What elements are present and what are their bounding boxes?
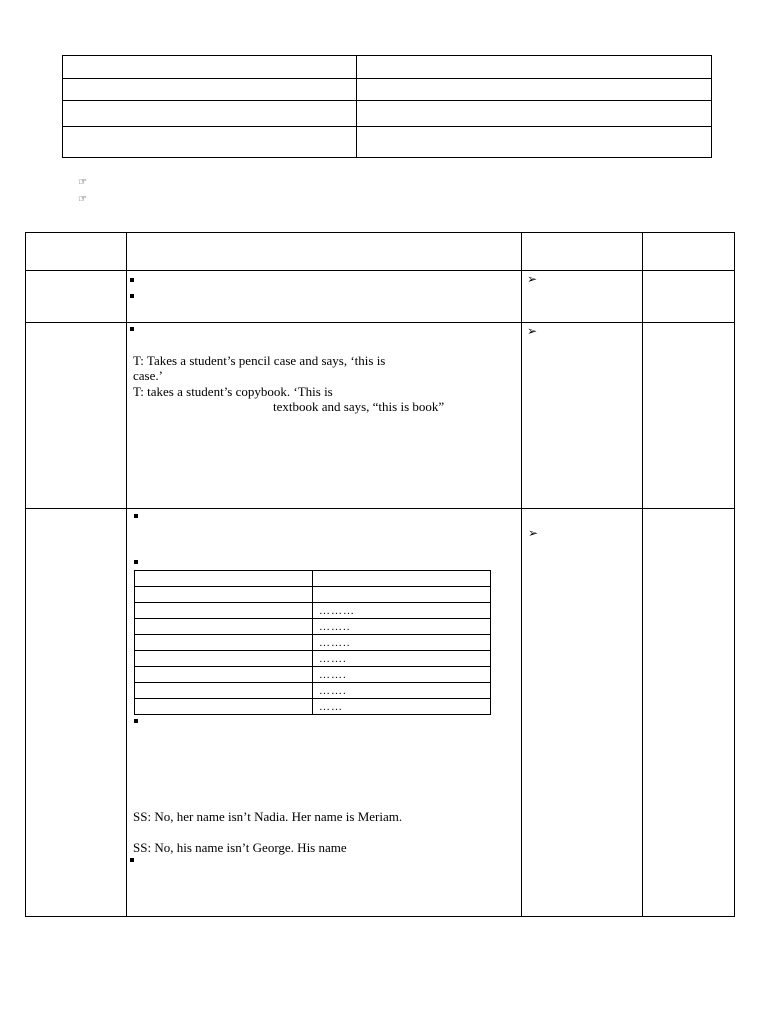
bullet-square (130, 858, 134, 862)
blank-dots: ……… (319, 605, 355, 617)
bullet-square (134, 560, 138, 564)
blank-dots: ……. (319, 685, 347, 697)
bullet-square (134, 719, 138, 723)
blank-dots: ……. (319, 653, 347, 665)
student-response: SS: No, her name isn’t Nadia. Her name is Meriam. (133, 809, 403, 824)
bullet-square (134, 514, 138, 518)
pointing-hand-icon: ☞ (78, 177, 87, 188)
arrow-bullet-icon: ➢ (527, 272, 538, 286)
procedure-line: T: takes a student’s copybook. ‘This is (133, 384, 333, 399)
blank-dots: …… (319, 701, 343, 713)
pointing-hand-icon: ☞ (78, 194, 87, 205)
bullet-square (130, 294, 134, 298)
procedure-line: T: Takes a student’s pencil case and says, ‘this is (133, 353, 386, 368)
blank-dots: ……. (319, 669, 347, 681)
arrow-bullet-icon: ➢ (527, 324, 538, 338)
procedure-line: case.’ (133, 368, 163, 383)
bullet-square (130, 278, 134, 282)
procedure-line: textbook and says, “this is book” (273, 399, 445, 414)
student-response: SS: No, his name isn’t George. His name (133, 840, 347, 855)
arrow-bullet-icon: ➢ (528, 526, 539, 540)
bullet-square (130, 327, 134, 331)
blank-dots: …….. (319, 621, 351, 633)
blank-dots: …….. (319, 637, 351, 649)
